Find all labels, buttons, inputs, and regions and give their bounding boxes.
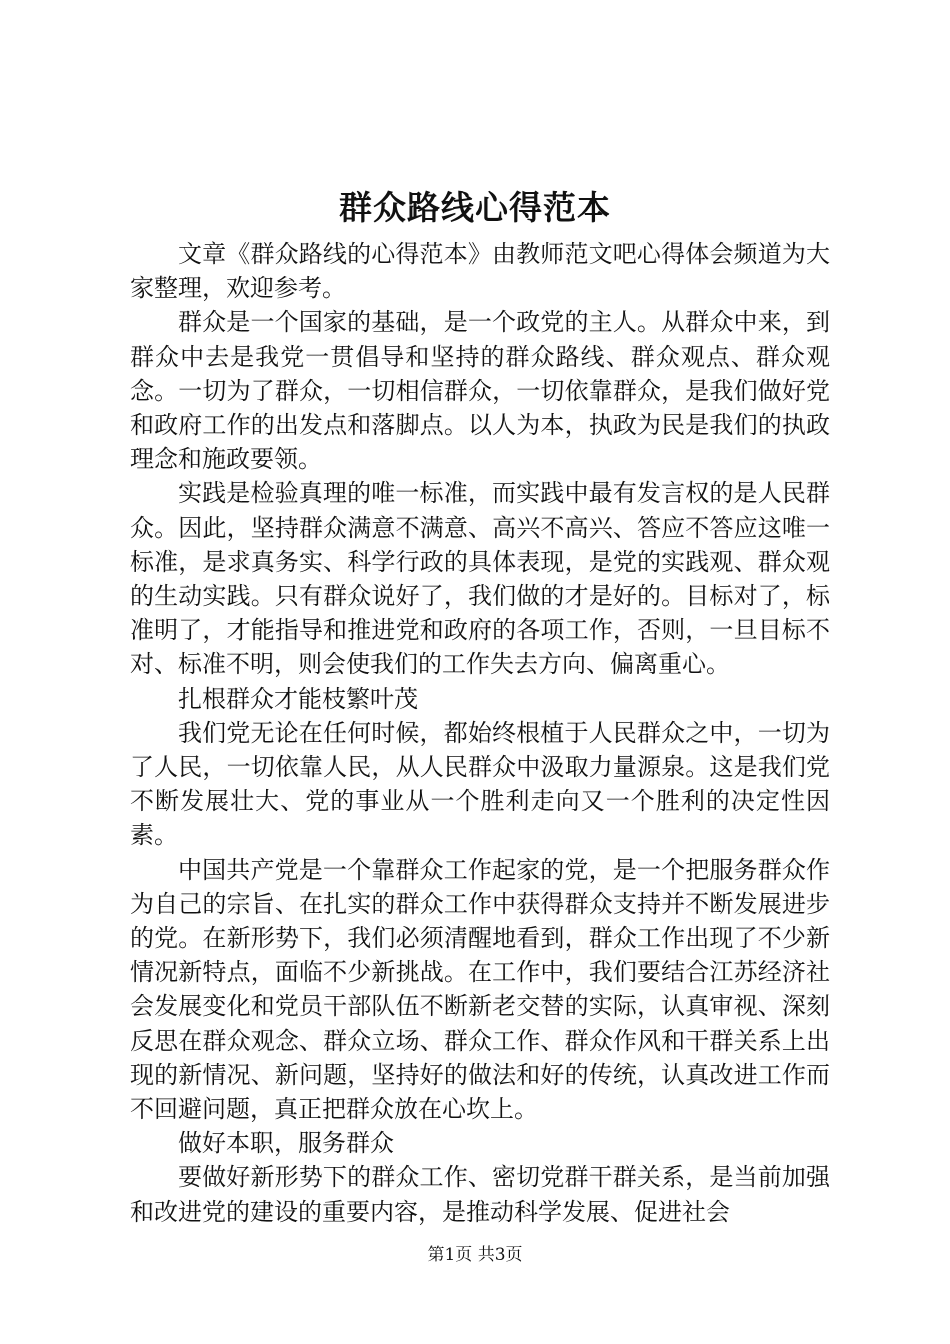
paragraph: 实践是检验真理的唯一标准，而实践中最有发言权的是人民群众。因此，坚持群众满意不满意、高兴不高兴、答应不答应这唯一标准，是求真务实、科学行政的具体表现，是党的实践观、群众观的生动实践。只有群众说好了，我们做的才是好的。目标对了，标准明了，才能指导和推进党和政府的各项工作，否则，一旦目标不对、标准不明，则会使我们的工作失去方向、偏离重心。	[130, 479, 830, 679]
paragraph: 中国共产党是一个靠群众工作起家的党，是一个把服务群众作为自己的宗旨、在扎实的群众工作中获得群众支持并不断发展进步的党。在新形势下，我们必须清醒地看到，群众工作出现了不少新情况新特点，面临不少新挑战。在工作中，我们要结合江苏经济社会发展变化和党员干部队伍不断新老交替的实际，认真审视、深刻反思在群众观念、群众立场、群众工作、群众作风和干群关系上出现的新情况、新问题，坚持好的做法和好的传统，认真改进工作而不回避问题，真正把群众放在心坎上。	[130, 855, 830, 1124]
paragraph-intro: 文章《群众路线的心得范本》由教师范文吧心得体会频道为大家整理，欢迎参考。	[130, 240, 830, 303]
document-title: 群众路线心得范本	[339, 188, 611, 227]
section-heading: 做好本职，服务群众	[178, 1129, 394, 1158]
section-heading: 扎根群众才能枝繁叶茂	[178, 684, 418, 713]
page-number-footer: 第1页 共3页	[427, 1245, 523, 1265]
paragraph: 群众是一个国家的基础，是一个政党的主人。从群众中来，到群众中去是我党一贯倡导和坚持的群众路线、群众观点、群众观念。一切为了群众，一切相信群众，一切依靠群众，是我们做好党和政府工作的出发点和落脚点。以人为本，执政为民是我们的执政理念和施政要领。	[130, 308, 830, 474]
paragraph: 要做好新形势下的群众工作、密切党群干群关系，是当前加强和改进党的建设的重要内容，是推动科学发展、促进社会	[130, 1163, 830, 1226]
document-body	[130, 237, 830, 1229]
paragraph: 我们党无论在任何时候，都始终根植于人民群众之中，一切为了人民，一切依靠人民，从人民群众中汲取力量源泉。这是我们党不断发展壮大、党的事业从一个胜利走向又一个胜利的决定性因素。	[130, 718, 830, 850]
